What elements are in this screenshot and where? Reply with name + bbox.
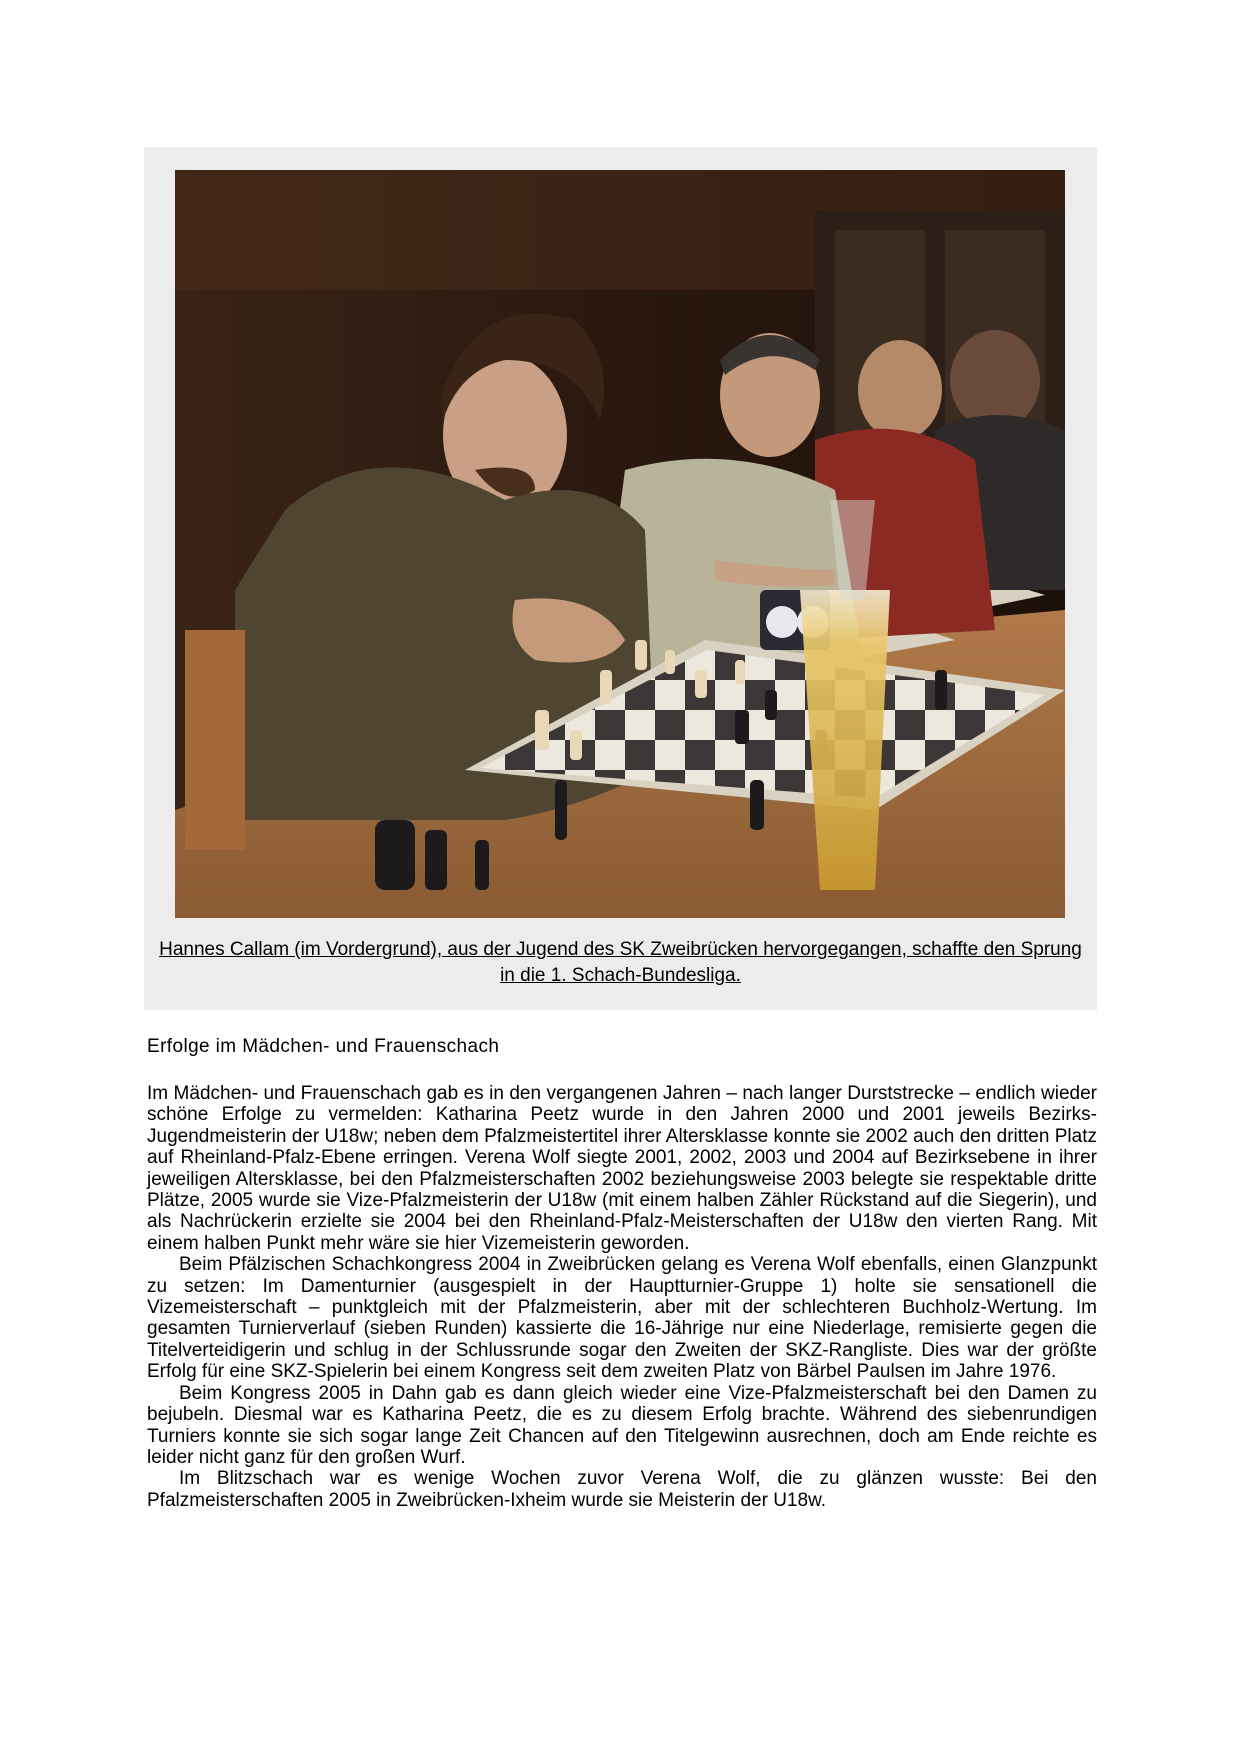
article-body <box>147 1083 1097 1511</box>
paragraph: Im Mädchen- und Frauenschach gab es in den vergangenen Jahren – nach langer Durststrecke – endlich wieder schöne Erfolge zu vermelden: Katharina Peetz wurde in den Jahren 2000 und 2001 jeweils Bezirks-Jugendmeisterin der U18w; neben dem Pfalzmeistertitel ihrer Altersklasse konnte sie 2002 auch den dritten Platz auf Rheinland-Pfalz-Ebene erringen. Verena Wolf siegte 2001, 2002, 2003 und 2004 auf Bezirksebene in ihrer jeweiligen Altersklasse, bei den Pfalzmeisterschaften 2002 beziehungsweise 2003 belegte sie respektable dritte Plätze, 2005 wurde sie Vize-Pfalzmeisterin der U18w (mit einem halben Zähler Rückstand auf die Siegerin), und als Nachrückerin erzielte sie 2004 bei den Rheinland-Pfalz-Meisterschaften der U18w den vierten Rang. Mit einem halben Punkt mehr wäre sie hier Vizemeisterin geworden. <box>147 1083 1097 1254</box>
paragraph: Beim Pfälzischen Schachkongress 2004 in Zweibrücken gelang es Verena Wolf ebenfalls, einen Glanzpunkt zu setzen: Im Damenturnier (ausgespielt in der Hauptturnier-Gruppe 1) holte sie sensationell die Vizemeisterschaft – punktgleich mit der Pfalzmeisterin, aber mit der schlechteren Buchholz-Wertung. Im gesamten Turnierverlauf (sieben Runden) kassierte die 16-Jährige nur eine Niederlage, remisierte gegen die Titelverteidigerin und schlug in der Schlussrunde sogar den Zweiten der SKZ-Rangliste. Dies war der größte Erfolg für eine SKZ-Spielerin bei einem Kongress seit dem zweiten Platz von Bärbel Paulsen im Jahre 1976. <box>147 1254 1097 1383</box>
section-heading: Erfolge im Mädchen- und Frauenschach <box>147 1036 500 1057</box>
photo-caption: Hannes Callam (im Vordergrund), aus der Jugend des SK Zweibrücken hervorgegangen, schaffte den Sprung in die 1. Schach-Bundesliga. <box>159 939 1082 986</box>
photo-figure <box>144 147 1097 1010</box>
paragraph: Beim Kongress 2005 in Dahn gab es dann gleich wieder eine Vize-Pfalzmeisterschaft bei den Damen zu bejubeln. Diesmal war es Katharina Peetz, die es zu diesem Erfolg brachte. Während des siebenrundigen Turniers konnte sie sich sogar lange Zeit Chancen auf den Titelgewinn ausrechnen, doch am Ende reichte es leider nicht ganz für den großen Wurf. <box>147 1382 1097 1468</box>
paragraph: Im Blitzschach war es wenige Wochen zuvor Verena Wolf, die zu glänzen wusste: Bei den Pfalzmeisterschaften 2005 in Zweibrücken-Ixheim wurde sie Meisterin der U18w. <box>147 1468 1097 1511</box>
chess-tournament-photo <box>175 170 1065 918</box>
